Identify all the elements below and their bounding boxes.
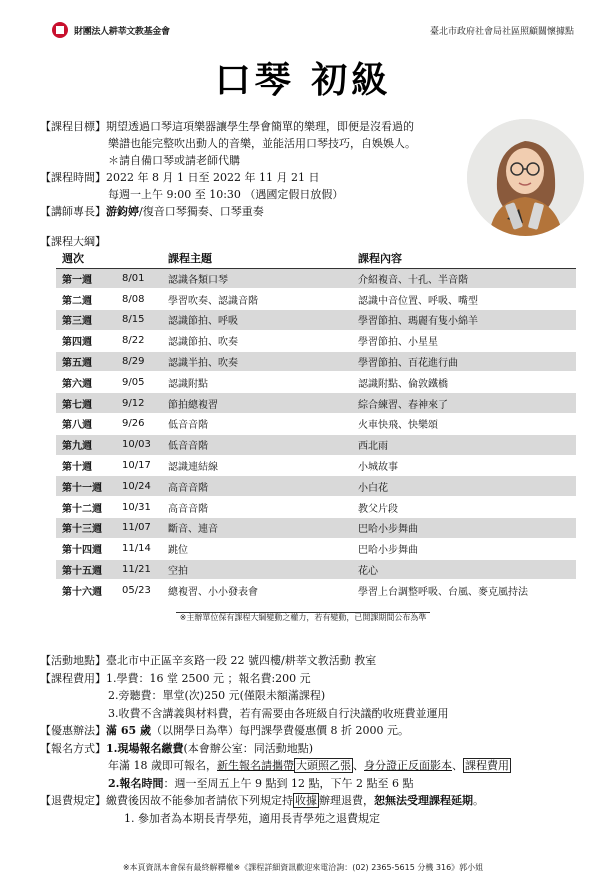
table-row: [56, 393, 576, 414]
date-cell: 11/21: [116, 559, 162, 580]
content-cell: 花心: [352, 559, 576, 580]
date-cell: 11/14: [116, 538, 162, 559]
teacher-specialty: /復音口琴獨奏、口琴重奏: [139, 205, 264, 218]
topic-cell: 總複習、小小發表會: [162, 580, 352, 601]
date-cell: 8/29: [116, 351, 162, 372]
page-title: 口琴 初級: [214, 60, 392, 101]
date-cell: 10/31: [116, 497, 162, 518]
topic-cell: 空拍: [162, 559, 352, 580]
fees-label: 【課程費用】: [40, 671, 106, 685]
table-row: [56, 455, 576, 476]
refund-item-1: 1. 參加者為本期長青學苑，適用長青學苑之退費規定: [124, 811, 380, 825]
req-id-copy: 身分證正反面影本: [364, 759, 452, 772]
content-cell: 巴哈小步舞曲: [352, 518, 576, 539]
date-cell: 9/05: [116, 372, 162, 393]
week-cell: 第六週: [56, 372, 116, 393]
date-cell: 8/08: [116, 289, 162, 310]
topic-cell: 認識節拍、吹奏: [162, 330, 352, 351]
content-cell: 小城故事: [352, 455, 576, 476]
week-cell: 第四週: [56, 330, 116, 351]
table-row: [56, 497, 576, 518]
registration-onsite: 1.現場報名繳費: [106, 741, 184, 755]
outline-label: 【課程大綱】: [40, 235, 106, 248]
location-label: 【活動地點】: [40, 654, 106, 667]
date-cell: 11/07: [116, 518, 162, 539]
content-cell: 學習上台調整呼吸、台風、麥克風持法: [352, 580, 576, 601]
week-cell: 第五週: [56, 351, 116, 372]
req-photo: 大頭照乙張: [296, 759, 351, 772]
teacher-row: [40, 203, 462, 220]
org-logo: [52, 22, 170, 38]
fees-row: [40, 670, 580, 688]
topic-cell: 節拍總複習: [162, 393, 352, 414]
week-cell: 第十六週: [56, 580, 116, 601]
registration-hours: 2.報名時間：週一至周五上午 9 點到 12 點，下午 2 點至 6 點: [108, 776, 414, 790]
topic-cell: 高音音階: [162, 497, 352, 518]
date-cell: 8/15: [116, 310, 162, 331]
goal-text-2: 樂譜也能完整吹出動人的音樂，並能活用口琴技巧，自娛娛人。: [108, 137, 416, 150]
registration-info: [40, 652, 580, 827]
content-cell: 教父片段: [352, 497, 576, 518]
date-cell: 05/23: [116, 580, 162, 601]
page-footer: ※本頁資訊本會保有最終解釋權※《課程詳細資訊歡迎來電洽詢：(02) 2365-5615 分機 316》郭小姐: [122, 863, 484, 872]
content-cell: 火車快飛、快樂頌: [352, 414, 576, 435]
goal-label: 【課程目標】: [40, 120, 106, 133]
topic-cell: 認識各類口琴: [162, 268, 352, 289]
topic-cell: 認識半拍、吹奏: [162, 351, 352, 372]
week-cell: 第八週: [56, 414, 116, 435]
teacher-photo: [467, 119, 584, 236]
table-row: [56, 310, 576, 331]
table-row: [56, 268, 576, 289]
date-cell: 10/24: [116, 476, 162, 497]
topic-cell: 認識節拍、呼吸: [162, 310, 352, 331]
topic-cell: 跳位: [162, 538, 352, 559]
syllabus-table: [56, 248, 576, 601]
week-cell: 第十三週: [56, 518, 116, 539]
teacher-label: 【講師專長】: [40, 205, 106, 218]
header-topic: 課程主題: [162, 248, 352, 268]
goal-row: [40, 118, 462, 135]
time-row: [40, 169, 462, 186]
syllabus-disclaimer: ※主辦單位保有課程大綱變動之權力，若有變動，已開課期間公布為準: [0, 612, 606, 623]
table-row: [56, 351, 576, 372]
location-text: 臺北市中正區辛亥路一段 22 號四樓/耕莘文教活動 教室: [106, 654, 377, 667]
date-cell: 9/12: [116, 393, 162, 414]
date-cell: 8/01: [116, 268, 162, 289]
fees-materials: 3.收費不含講義與材料費，若有需要由各班級自行決議酌收班費並運用: [108, 706, 449, 720]
location-row: [40, 652, 580, 670]
refund-label: 【退費規定】: [40, 794, 106, 807]
registration-office: (本會辦公室：同活動地點): [183, 741, 314, 755]
goal-note: ＊請自備口琴或請老師代購: [108, 154, 240, 167]
week-cell: 第一週: [56, 268, 116, 289]
week-cell: 第三週: [56, 310, 116, 331]
content-cell: 綜合練習、春神來了: [352, 393, 576, 414]
table-row: [56, 518, 576, 539]
table-row: [56, 330, 576, 351]
week-cell: 第十週: [56, 455, 116, 476]
registration-row: [40, 740, 580, 758]
table-row: [56, 580, 576, 601]
time-dates: 2022 年 8 月 1 日至 2022 年 11 月 21 日: [106, 171, 320, 184]
date-cell: 10/03: [116, 434, 162, 455]
fees-audit: 2.旁聽費：單堂(次)250 元(僅限未額滿課程): [108, 689, 326, 702]
discount-text: （以開學日為準）每門課學費優惠價 8 折 2000 元。: [150, 724, 409, 737]
content-cell: 學習節拍、小星星: [352, 330, 576, 351]
discount-row: [40, 722, 580, 740]
table-row: [56, 476, 576, 497]
content-cell: 認識附點、倫敦鐵橋: [352, 372, 576, 393]
table-row: [56, 372, 576, 393]
header-date: [116, 248, 162, 268]
discount-label: 【優惠辦法】: [40, 724, 106, 737]
week-cell: 第九週: [56, 434, 116, 455]
content-cell: 學習節拍、瑪麗有隻小綿羊: [352, 310, 576, 331]
time-label: 【課程時間】: [40, 171, 106, 184]
topic-cell: 斷音、連音: [162, 518, 352, 539]
week-cell: 第十四週: [56, 538, 116, 559]
time-hours: 每週一上午 9:00 至 10:30 （遇國定假日放假）: [108, 188, 344, 201]
week-cell: 第十一週: [56, 476, 116, 497]
table-row: [56, 559, 576, 580]
teacher-name: 游鈞婷: [106, 205, 139, 218]
course-info: [40, 118, 462, 220]
topic-cell: 高音音階: [162, 476, 352, 497]
req-fee: 課程費用: [465, 759, 509, 772]
content-cell: 巴哈小步舞曲: [352, 538, 576, 559]
topic-cell: 認識連結線: [162, 455, 352, 476]
fees-tuition: 1.學費：16 堂 2500 元 ；報名費:200 元: [106, 671, 311, 685]
foundation-logo-icon: [52, 22, 68, 38]
org-name: 財團法人耕莘文教基金會: [74, 26, 170, 37]
registration-label: 【報名方式】: [40, 741, 106, 755]
refund-text: 繳費後因故不能參加者請依下列規定持 收據 辦理退費，恕無法受理課程延期。: [106, 794, 484, 807]
page-header: [0, 0, 606, 44]
topic-cell: 低音音階: [162, 434, 352, 455]
week-cell: 第十五週: [56, 559, 116, 580]
table-row: [56, 434, 576, 455]
syllabus-header-row: [56, 248, 576, 268]
teacher-portrait-icon: [467, 119, 584, 236]
date-cell: 10/17: [116, 455, 162, 476]
week-cell: 第二週: [56, 289, 116, 310]
topic-cell: 學習吹奏、認識音階: [162, 289, 352, 310]
refund-row: [40, 792, 580, 810]
discount-age: 滿 65 歲: [106, 724, 151, 737]
date-cell: 9/26: [116, 414, 162, 435]
content-cell: 小白花: [352, 476, 576, 497]
registration-requirements: 年滿 18 歲即可報名，新生報名請攜帶 大頭照乙張 、身分證正反面影本、 課程費用: [108, 759, 509, 772]
table-row: [56, 414, 576, 435]
table-row: [56, 289, 576, 310]
header-week: 週次: [56, 248, 116, 268]
header-content: 課程內容: [352, 248, 576, 268]
table-row: [56, 538, 576, 559]
date-cell: 8/22: [116, 330, 162, 351]
week-cell: 第十二週: [56, 497, 116, 518]
week-cell: 第七週: [56, 393, 116, 414]
content-cell: 認識中音位置、呼吸、嘴型: [352, 289, 576, 310]
venue-name: 臺北市政府社會局社區照顧關懷據點: [429, 27, 574, 37]
content-cell: 西北雨: [352, 434, 576, 455]
content-cell: 介紹複音、十孔、半音階: [352, 268, 576, 289]
topic-cell: 低音音階: [162, 414, 352, 435]
goal-text-1: 期望透過口琴這項樂器讓學生學會簡單的樂理，即便是沒看過的: [106, 120, 414, 133]
topic-cell: 認識附點: [162, 372, 352, 393]
content-cell: 學習節拍、百花進行曲: [352, 351, 576, 372]
